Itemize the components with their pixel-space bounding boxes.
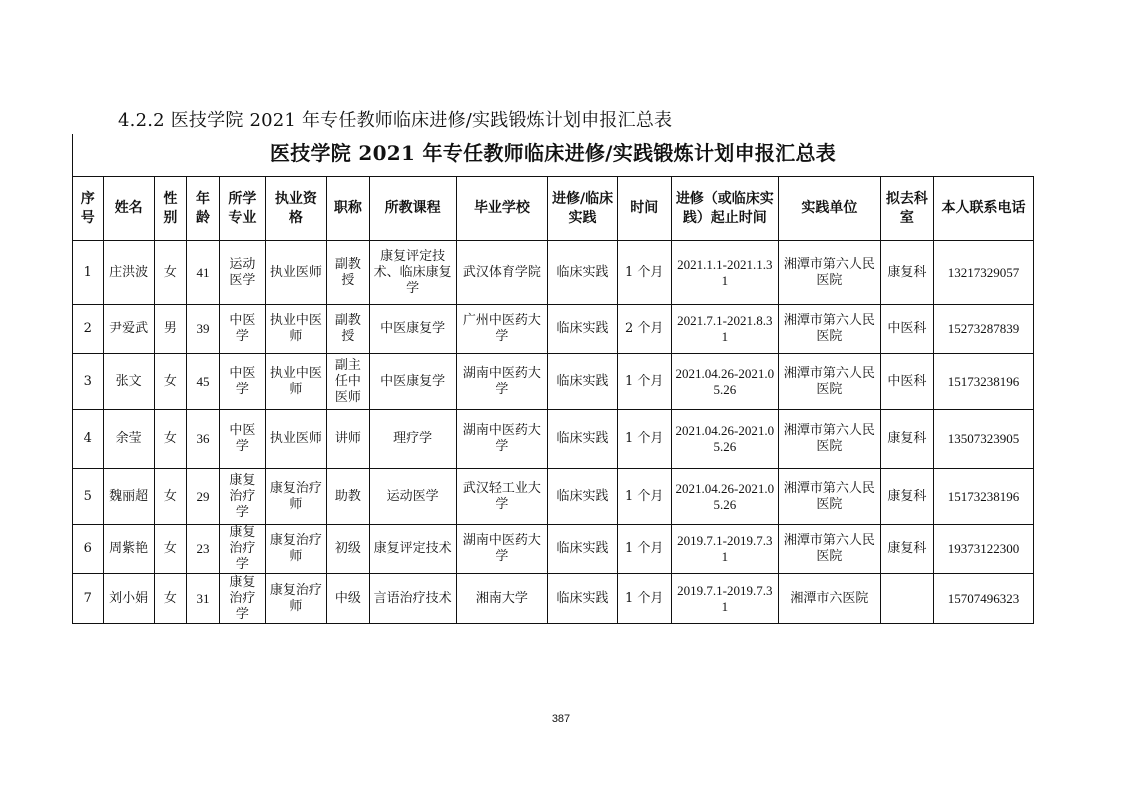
cell-age: 39 xyxy=(187,305,220,354)
cell-unit: 湘潭市第六人民医院 xyxy=(778,469,880,525)
cell-courses: 运动医学 xyxy=(369,469,456,525)
cell-period: 2021.7.1-2021.8.31 xyxy=(671,305,778,354)
cell-school: 湖南中医药大学 xyxy=(456,525,548,574)
col-header-major: 所学专业 xyxy=(219,177,265,241)
table-title: 医技学院 2021 年专任教师临床进修/实践锻炼计划申报汇总表 xyxy=(269,141,837,165)
cell-unit: 湘潭市第六人民医院 xyxy=(778,525,880,574)
cell-age: 23 xyxy=(187,525,220,574)
cell-index: 1 xyxy=(73,241,104,305)
cell-school: 武汉体育学院 xyxy=(456,241,548,305)
cell-department: 康复科 xyxy=(880,525,933,574)
cell-qualification: 执业中医师 xyxy=(265,354,326,410)
cell-age: 29 xyxy=(187,469,220,525)
cell-gender: 女 xyxy=(154,574,187,624)
cell-school: 湖南中医药大学 xyxy=(456,410,548,469)
cell-department: 康复科 xyxy=(880,469,933,525)
cell-age: 31 xyxy=(187,574,220,624)
cell-period: 2019.7.1-2019.7.31 xyxy=(671,574,778,624)
cell-period: 2019.7.1-2019.7.31 xyxy=(671,525,778,574)
cell-duration: 1 个月 xyxy=(617,525,671,574)
cell-department: 中医科 xyxy=(880,305,933,354)
cell-name: 周紫艳 xyxy=(103,525,154,574)
cell-duration: 1 个月 xyxy=(617,354,671,410)
cell-unit: 湘潭市第六人民医院 xyxy=(778,305,880,354)
cell-period: 2021.04.26-2021.05.26 xyxy=(671,354,778,410)
cell-school: 湖南中医药大学 xyxy=(456,354,548,410)
cell-type: 临床实践 xyxy=(548,469,617,525)
cell-school: 广州中医药大学 xyxy=(456,305,548,354)
cell-department: 康复科 xyxy=(880,410,933,469)
cell-title: 讲师 xyxy=(326,410,369,469)
col-header-courses: 所教课程 xyxy=(369,177,456,241)
cell-duration: 2 个月 xyxy=(617,305,671,354)
cell-index: 4 xyxy=(73,410,104,469)
cell-department xyxy=(880,574,933,624)
table-row xyxy=(73,525,1034,574)
cell-courses: 理疗学 xyxy=(369,410,456,469)
cell-name: 尹爱武 xyxy=(103,305,154,354)
cell-phone: 13217329057 xyxy=(933,241,1033,305)
cell-gender: 女 xyxy=(154,410,187,469)
cell-qualification: 康复治疗师 xyxy=(265,574,326,624)
cell-type: 临床实践 xyxy=(548,410,617,469)
cell-duration: 1 个月 xyxy=(617,410,671,469)
cell-name: 庄洪波 xyxy=(103,241,154,305)
cell-unit: 湘潭市第六人民医院 xyxy=(778,410,880,469)
col-header-qualification: 执业资格 xyxy=(265,177,326,241)
cell-phone: 15707496323 xyxy=(933,574,1033,624)
cell-department: 康复科 xyxy=(880,241,933,305)
cell-school: 武汉轻工业大学 xyxy=(456,469,548,525)
cell-period: 2021.04.26-2021.05.26 xyxy=(671,469,778,525)
cell-duration: 1 个月 xyxy=(617,241,671,305)
cell-qualification: 执业医师 xyxy=(265,241,326,305)
col-header-type: 进修/临床实践 xyxy=(548,177,617,241)
col-header-name: 姓名 xyxy=(103,177,154,241)
cell-major: 中医学 xyxy=(219,354,265,410)
cell-index: 5 xyxy=(73,469,104,525)
cell-index: 2 xyxy=(73,305,104,354)
cell-duration: 1 个月 xyxy=(617,469,671,525)
col-header-index: 序号 xyxy=(73,177,104,241)
cell-type: 临床实践 xyxy=(548,305,617,354)
page-number: 387 xyxy=(551,713,571,725)
cell-qualification: 执业中医师 xyxy=(265,305,326,354)
cell-type: 临床实践 xyxy=(548,241,617,305)
cell-title: 中级 xyxy=(326,574,369,624)
cell-type: 临床实践 xyxy=(548,525,617,574)
col-header-school: 毕业学校 xyxy=(456,177,548,241)
table-row xyxy=(73,469,1034,525)
cell-qualification: 康复治疗师 xyxy=(265,469,326,525)
cell-gender: 男 xyxy=(154,305,187,354)
cell-unit: 湘潭市第六人民医院 xyxy=(778,354,880,410)
cell-major: 中医学 xyxy=(219,410,265,469)
col-header-title: 职称 xyxy=(326,177,369,241)
cell-gender: 女 xyxy=(154,469,187,525)
cell-courses: 言语治疗技术 xyxy=(369,574,456,624)
cell-title: 副教授 xyxy=(326,305,369,354)
cell-major: 中医学 xyxy=(219,305,265,354)
cell-phone: 15273287839 xyxy=(933,305,1033,354)
cell-type: 临床实践 xyxy=(548,574,617,624)
cell-age: 41 xyxy=(187,241,220,305)
col-header-department: 拟去科室 xyxy=(880,177,933,241)
cell-title: 初级 xyxy=(326,525,369,574)
cell-courses: 康复评定技术、临床康复学 xyxy=(369,241,456,305)
cell-name: 余莹 xyxy=(103,410,154,469)
cell-unit: 湘潭市六医院 xyxy=(778,574,880,624)
table-row xyxy=(73,410,1034,469)
table-row xyxy=(73,574,1034,624)
table-row xyxy=(73,354,1034,410)
table-row xyxy=(73,241,1034,305)
cell-major: 康复治疗学 xyxy=(219,525,265,574)
cell-phone: 13507323905 xyxy=(933,410,1033,469)
cell-age: 45 xyxy=(187,354,220,410)
cell-type: 临床实践 xyxy=(548,354,617,410)
cell-period: 2021.04.26-2021.05.26 xyxy=(671,410,778,469)
cell-gender: 女 xyxy=(154,354,187,410)
cell-phone: 19373122300 xyxy=(933,525,1033,574)
cell-phone: 15173238196 xyxy=(933,469,1033,525)
col-header-duration: 时间 xyxy=(617,177,671,241)
cell-major: 康复治疗学 xyxy=(219,469,265,525)
cell-courses: 中医康复学 xyxy=(369,354,456,410)
cell-period: 2021.1.1-2021.1.31 xyxy=(671,241,778,305)
cell-index: 7 xyxy=(73,574,104,624)
col-header-phone: 本人联系电话 xyxy=(933,177,1033,241)
cell-major: 康复治疗学 xyxy=(219,574,265,624)
col-header-period: 进修（或临床实践）起止时间 xyxy=(671,177,778,241)
cell-title: 副教授 xyxy=(326,241,369,305)
cell-name: 魏丽超 xyxy=(103,469,154,525)
header-row xyxy=(73,177,1034,241)
cell-name: 张文 xyxy=(103,354,154,410)
cell-courses: 中医康复学 xyxy=(369,305,456,354)
cell-name: 刘小娟 xyxy=(103,574,154,624)
application-summary-table xyxy=(72,176,1034,624)
cell-courses: 康复评定技术 xyxy=(369,525,456,574)
cell-qualification: 执业医师 xyxy=(265,410,326,469)
cell-age: 36 xyxy=(187,410,220,469)
cell-gender: 女 xyxy=(154,525,187,574)
table-row xyxy=(73,305,1034,354)
cell-gender: 女 xyxy=(154,241,187,305)
col-header-age: 年龄 xyxy=(187,177,220,241)
cell-title: 副主任中医师 xyxy=(326,354,369,410)
cell-department: 中医科 xyxy=(880,354,933,410)
cell-major: 运动医学 xyxy=(219,241,265,305)
cell-unit: 湘潭市第六人民医院 xyxy=(778,241,880,305)
col-header-unit: 实践单位 xyxy=(778,177,880,241)
cell-index: 6 xyxy=(73,525,104,574)
col-header-gender: 性别 xyxy=(154,177,187,241)
cell-school: 湘南大学 xyxy=(456,574,548,624)
cell-phone: 15173238196 xyxy=(933,354,1033,410)
section-heading: 4.2.2 医技学院 2021 年专任教师临床进修/实践锻炼计划申报汇总表 xyxy=(118,110,673,131)
cell-title: 助教 xyxy=(326,469,369,525)
cell-duration: 1 个月 xyxy=(617,574,671,624)
cell-index: 3 xyxy=(73,354,104,410)
cell-qualification: 康复治疗师 xyxy=(265,525,326,574)
